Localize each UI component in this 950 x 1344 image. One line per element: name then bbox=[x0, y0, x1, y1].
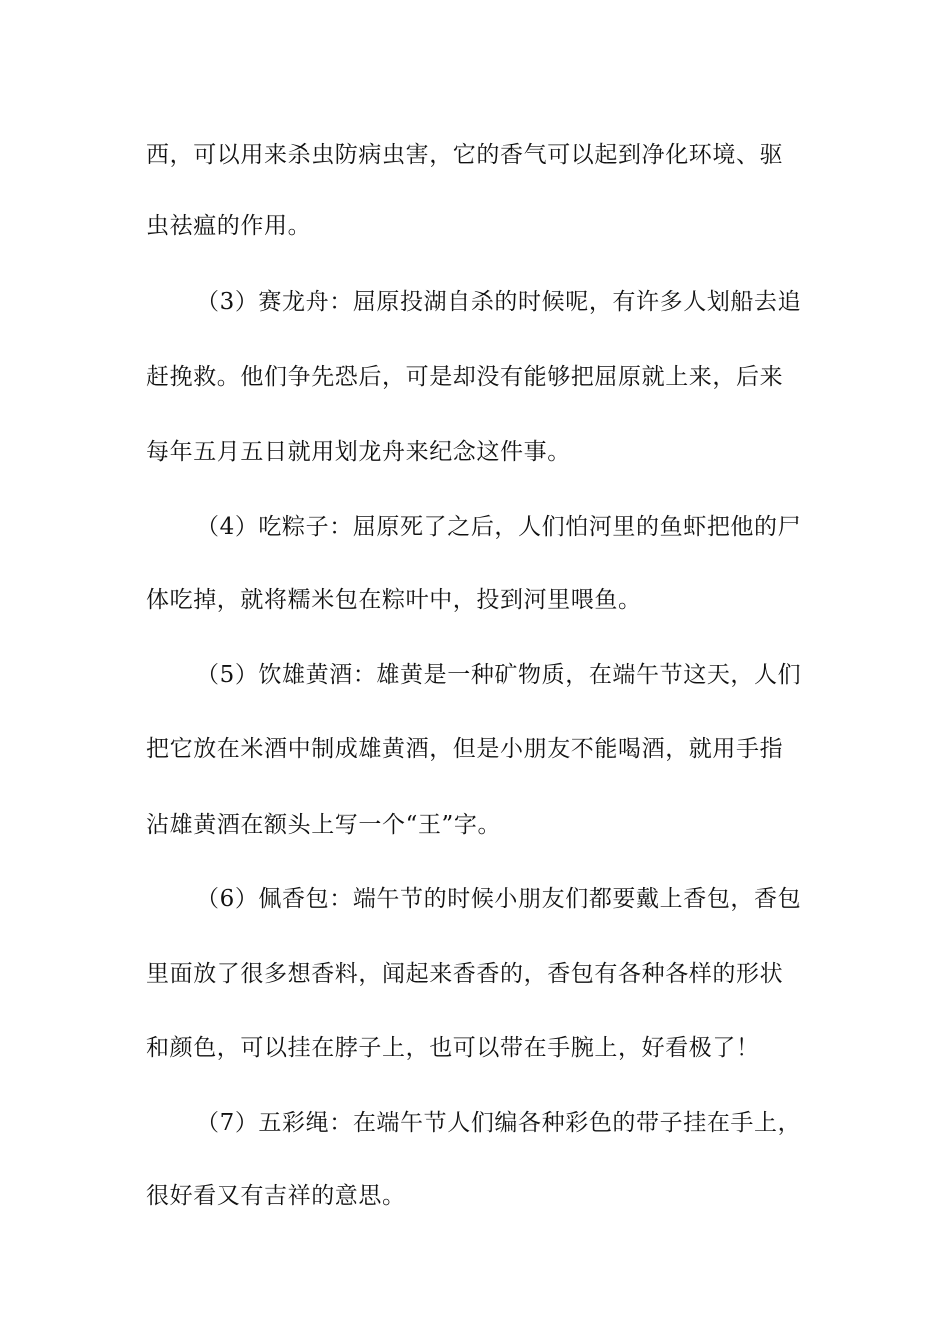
list-item-realgar-wine: （5）饮雄黄酒：雄黄是一种矿物质，在端午节这天，人们 bbox=[196, 662, 802, 688]
text-line: 西，可以用来杀虫防病虫害，它的香气可以起到净化环境、驱 bbox=[146, 142, 784, 168]
text-line: 和颜色，可以挂在脖子上，也可以带在手腕上，好看极了！ bbox=[146, 1035, 760, 1061]
list-item-sachet: （6）佩香包：端午节的时候小朋友们都要戴上香包，香包 bbox=[196, 886, 802, 912]
list-item-dragon-boat: （3）赛龙舟：屈原投湖自杀的时候呢，有许多人划船去追 bbox=[196, 289, 802, 315]
text-line: 把它放在米酒中制成雄黄酒，但是小朋友不能喝酒，就用手指 bbox=[146, 736, 784, 762]
text-line: 里面放了很多想香料，闻起来香香的，香包有各种各样的形状 bbox=[146, 961, 784, 987]
text-line: 沾雄黄酒在额头上写一个“王”字。 bbox=[146, 812, 502, 838]
text-line: 虫祛瘟的作用。 bbox=[146, 213, 312, 239]
text-line: 赶挽救。他们争先恐后，可是却没有能够把屈原就上来，后来 bbox=[146, 364, 784, 390]
text-line: 体吃掉，就将糯米包在粽叶中，投到河里喂鱼。 bbox=[146, 587, 642, 613]
list-item-zongzi: （4）吃粽子：屈原死了之后，人们怕河里的鱼虾把他的尸 bbox=[196, 514, 802, 540]
text-line: 每年五月五日就用划龙舟来纪念这件事。 bbox=[146, 439, 571, 465]
list-item-five-color-rope: （7）五彩绳：在端午节人们编各种彩色的带子挂在手上， bbox=[196, 1110, 802, 1136]
text-line: 很好看又有吉祥的意思。 bbox=[146, 1183, 406, 1209]
